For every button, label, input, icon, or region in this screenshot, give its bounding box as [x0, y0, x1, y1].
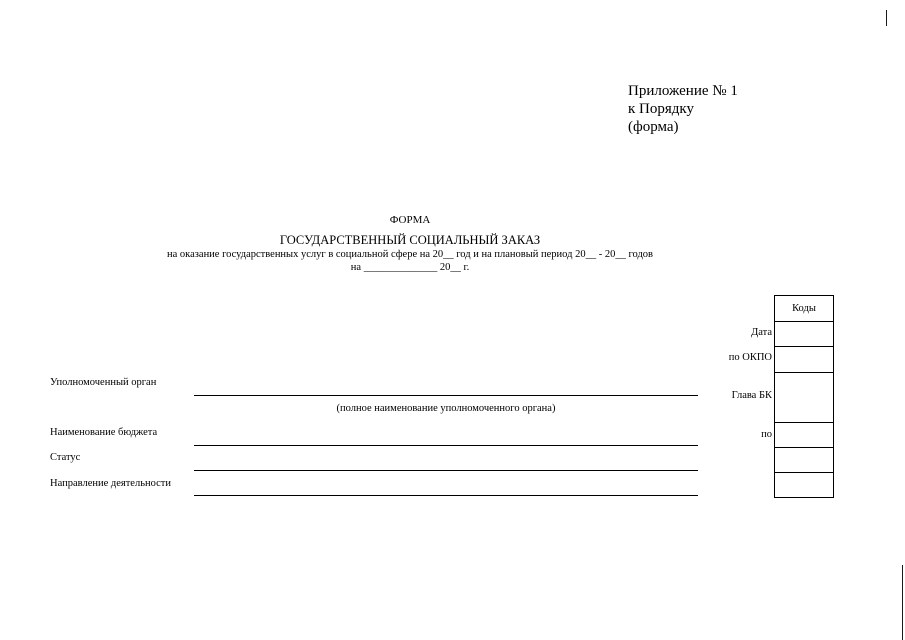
date-code-cell[interactable] [775, 322, 833, 347]
codes-table [774, 295, 834, 498]
bk-code-cell[interactable] [775, 373, 833, 423]
direction-field-line[interactable] [194, 495, 698, 496]
appendix-form-note: (форма) [628, 119, 679, 135]
authority-label: Уполномоченный орган [50, 377, 157, 388]
po-code-cell[interactable] [775, 423, 833, 448]
codes-header: Коды [775, 296, 833, 322]
budget-label: Наименование бюджета [50, 427, 158, 438]
form-label: ФОРМА [389, 214, 431, 226]
document-date-line: на ______________ 20__ г. [350, 262, 470, 273]
appendix-number: Приложение № 1 [628, 83, 738, 99]
date-label: Дата [751, 327, 772, 338]
po-label: по [761, 429, 772, 440]
status-code-cell[interactable] [775, 448, 833, 473]
scan-edge-line [886, 10, 887, 26]
appendix-reference: к Порядку [628, 101, 694, 117]
status-label: Статус [50, 452, 81, 463]
status-field-line[interactable] [194, 470, 698, 471]
okpo-label: по ОКПО [728, 352, 772, 363]
document-title: ГОСУДАРСТВЕННЫЙ СОЦИАЛЬНЫЙ ЗАКАЗ [279, 233, 541, 247]
scan-edge-line [902, 565, 903, 640]
authority-field-line[interactable] [194, 395, 698, 396]
direction-label: Направление деятельности [50, 478, 171, 489]
okpo-code-cell[interactable] [775, 347, 833, 373]
budget-field-line[interactable] [194, 445, 698, 446]
direction-code-cell[interactable] [775, 473, 833, 497]
authority-caption: (полное наименование уполномоченного органа) [336, 403, 556, 414]
bk-chapter-label: Глава БК [731, 390, 772, 401]
document-subtitle: на оказание государственных услуг в социальной сфере на 20__ год и на плановый период 20__ - 20__ годов [167, 249, 653, 260]
appendix-block [628, 82, 738, 136]
